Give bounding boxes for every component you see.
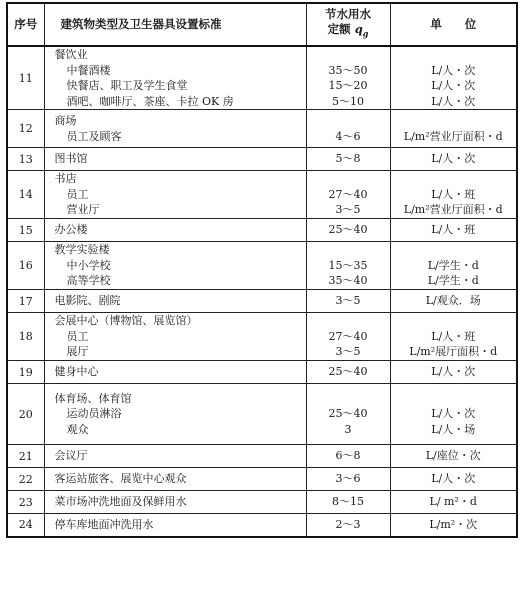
blank-line: [391, 313, 517, 329]
unit-cell: [390, 110, 517, 148]
category-title: 客运站旅客、展览中心观众: [54, 472, 187, 486]
building-type-cell: [44, 242, 306, 290]
quota-value: 25～40: [328, 407, 368, 421]
blank-line: [307, 313, 390, 329]
blank-line: [307, 242, 390, 258]
unit-cell: [390, 171, 517, 219]
header-quota-line2: [307, 22, 390, 41]
building-type-cell: [44, 491, 306, 514]
quota-value: 5～10: [332, 94, 364, 108]
unit-value: L/人・班: [431, 187, 476, 201]
unit-value: L/m²展厅面积・d: [409, 345, 498, 359]
quota-cell: [306, 491, 390, 514]
unit-value: L/人・次: [431, 472, 476, 486]
unit-value: L/m²营业厅面积・d: [403, 129, 503, 143]
water-quota-table-page: [6, 2, 516, 610]
table-row: [7, 445, 517, 468]
header-quota-text: 定额: [327, 22, 355, 37]
item-label: 运动员淋浴: [66, 407, 122, 421]
quota-value: 35～50: [328, 63, 368, 77]
quota-cell: [306, 110, 390, 148]
building-type-cell: [44, 361, 306, 384]
unit-cell: [390, 491, 517, 514]
unit-value: L/人・次: [431, 94, 476, 108]
quota-value: 3～5: [335, 345, 361, 359]
unit-value: L/观众．场: [425, 294, 481, 308]
category-title: 健身中心: [54, 365, 99, 379]
item-label: 展厅: [66, 345, 89, 359]
item-label: 快餐店、职工及学生食堂: [66, 79, 188, 92]
table-header-row: [7, 3, 517, 46]
quota-value: 15～35: [328, 258, 368, 272]
unit-cell: [390, 445, 517, 468]
row-number: 12: [7, 110, 44, 148]
row-number: 20: [7, 384, 44, 445]
unit-value: L/人・次: [431, 365, 476, 379]
unit-cell: [390, 242, 517, 290]
blank-line: [307, 113, 390, 129]
quota-cell: [306, 46, 390, 110]
table-row: [7, 171, 517, 219]
row-number: 16: [7, 242, 44, 290]
building-type-cell: [44, 445, 306, 468]
row-number: 19: [7, 361, 44, 384]
quota-value: 8～15: [332, 495, 364, 509]
header-unit: 单 位: [390, 3, 517, 46]
unit-cell: [390, 514, 517, 537]
water-quota-table: [6, 2, 518, 538]
row-number: 18: [7, 313, 44, 361]
quota-cell: [306, 361, 390, 384]
category-title: 办公楼: [54, 223, 88, 237]
quota-value: 3～5: [335, 203, 361, 217]
building-type-cell: [44, 313, 306, 361]
quota-value: 27～40: [328, 329, 368, 343]
category-title: 图书馆: [54, 152, 88, 166]
header-quota-var: q: [354, 22, 363, 37]
quota-cell: [306, 514, 390, 537]
table-row: [7, 219, 517, 242]
row-number: 11: [7, 46, 44, 110]
item-label: 营业厅: [66, 203, 100, 217]
blank-line: [391, 171, 517, 187]
unit-value: L/人・次: [431, 407, 476, 421]
quota-value: 3～5: [335, 294, 361, 308]
category-title: 餐饮业: [54, 48, 88, 61]
table-row: [7, 290, 517, 313]
unit-cell: [390, 148, 517, 171]
quota-value: 27～40: [328, 187, 368, 201]
unit-value: L/学生・d: [427, 258, 479, 272]
unit-value: L/人・次: [431, 79, 476, 92]
quota-cell: [306, 468, 390, 491]
item-label: 中餐酒楼: [66, 63, 111, 77]
table-body: [7, 46, 517, 537]
building-type-cell: [44, 110, 306, 148]
building-type-cell: [44, 46, 306, 110]
building-type-cell: [44, 468, 306, 491]
quota-cell: [306, 148, 390, 171]
header-quota-line1: 节水用水: [325, 7, 371, 22]
item-label: 观众: [66, 422, 89, 436]
quota-value: 3: [344, 422, 352, 436]
blank-line: [391, 242, 517, 258]
category-title: 菜市场冲洗地面及保鲜用水: [54, 495, 187, 509]
blank-line: [391, 47, 517, 63]
unit-value: L/m²・次: [429, 518, 478, 531]
table-row: [7, 468, 517, 491]
table-row: [7, 242, 517, 290]
table-row: [7, 491, 517, 514]
building-type-cell: [44, 219, 306, 242]
unit-cell: [390, 384, 517, 445]
quota-cell: [306, 313, 390, 361]
quota-value: 6～8: [335, 449, 361, 463]
category-title: 商场: [54, 114, 77, 127]
unit-cell: [390, 313, 517, 361]
blank-line: [391, 113, 517, 129]
blank-line: [307, 171, 390, 187]
quota-cell: [306, 171, 390, 219]
table-row: [7, 110, 517, 148]
item-label: 员工及顾客: [66, 129, 122, 143]
building-type-cell: [44, 148, 306, 171]
item-label: 中小学校: [66, 258, 111, 272]
header-quota: [306, 3, 390, 46]
quota-value: 5～8: [335, 152, 361, 166]
table-row: [7, 148, 517, 171]
quota-value: 25～40: [328, 223, 368, 237]
unit-value: L/人・班: [431, 329, 476, 343]
table-row: [7, 384, 517, 445]
unit-value: L/ m²・d: [429, 495, 477, 509]
quota-cell: [306, 219, 390, 242]
quota-value: 35～40: [328, 274, 368, 288]
unit-value: L/人・场: [431, 422, 476, 436]
quota-cell: [306, 290, 390, 313]
building-type-cell: [44, 171, 306, 219]
unit-cell: [390, 361, 517, 384]
category-title: 电影院、剧院: [54, 294, 121, 308]
building-type-cell: [44, 514, 306, 537]
building-type-cell: [44, 384, 306, 445]
category-title: 会展中心（博物馆、展览馆）: [54, 314, 198, 328]
row-number: 15: [7, 219, 44, 242]
quota-cell: [306, 384, 390, 445]
unit-value: L/人・次: [431, 152, 476, 166]
category-title: 书店: [54, 172, 77, 186]
row-number: 14: [7, 171, 44, 219]
item-label: 员工: [66, 329, 89, 343]
category-title: 教学实验楼: [54, 243, 110, 257]
blank-line: [391, 391, 517, 407]
unit-cell: [390, 468, 517, 491]
unit-cell: [390, 219, 517, 242]
row-number: 17: [7, 290, 44, 313]
category-title: 停车库地面冲洗用水: [54, 518, 154, 531]
quota-value: 25～40: [328, 365, 368, 379]
unit-value: L/学生・d: [427, 274, 479, 288]
quota-value: 15～20: [328, 79, 368, 92]
quota-cell: [306, 242, 390, 290]
blank-line: [307, 47, 390, 63]
item-label: 员工: [66, 187, 89, 201]
row-number: 22: [7, 468, 44, 491]
header-no: 序号: [7, 3, 44, 46]
blank-line: [307, 391, 390, 407]
unit-value: L/人・次: [431, 63, 476, 77]
unit-cell: [390, 290, 517, 313]
table-row: [7, 514, 517, 537]
item-label: 高等学校: [66, 274, 111, 288]
quota-value: 4～6: [335, 129, 361, 143]
table-row: [7, 361, 517, 384]
row-number: 24: [7, 514, 44, 537]
item-label: 酒吧、咖啡厅、茶座、卡拉 OK 房: [66, 94, 234, 108]
row-number: 23: [7, 491, 44, 514]
unit-value: L/m²营业厅面积・d: [403, 203, 503, 217]
building-type-cell: [44, 290, 306, 313]
quota-value: 3～6: [335, 472, 361, 486]
quota-cell: [306, 445, 390, 468]
header-quota-sub: g: [362, 28, 369, 39]
row-number: 21: [7, 445, 44, 468]
unit-value: L/人・班: [431, 223, 476, 237]
table-row: [7, 46, 517, 110]
unit-value: L/座位・次: [425, 449, 481, 463]
header-building-type: 建筑物类型及卫生器具设置标准: [44, 3, 306, 46]
category-title: 会议厅: [54, 449, 88, 463]
table-row: [7, 313, 517, 361]
unit-cell: [390, 46, 517, 110]
category-title: 体育场、体育馆: [54, 391, 132, 405]
row-number: 13: [7, 148, 44, 171]
quota-value: 2～3: [335, 518, 361, 531]
